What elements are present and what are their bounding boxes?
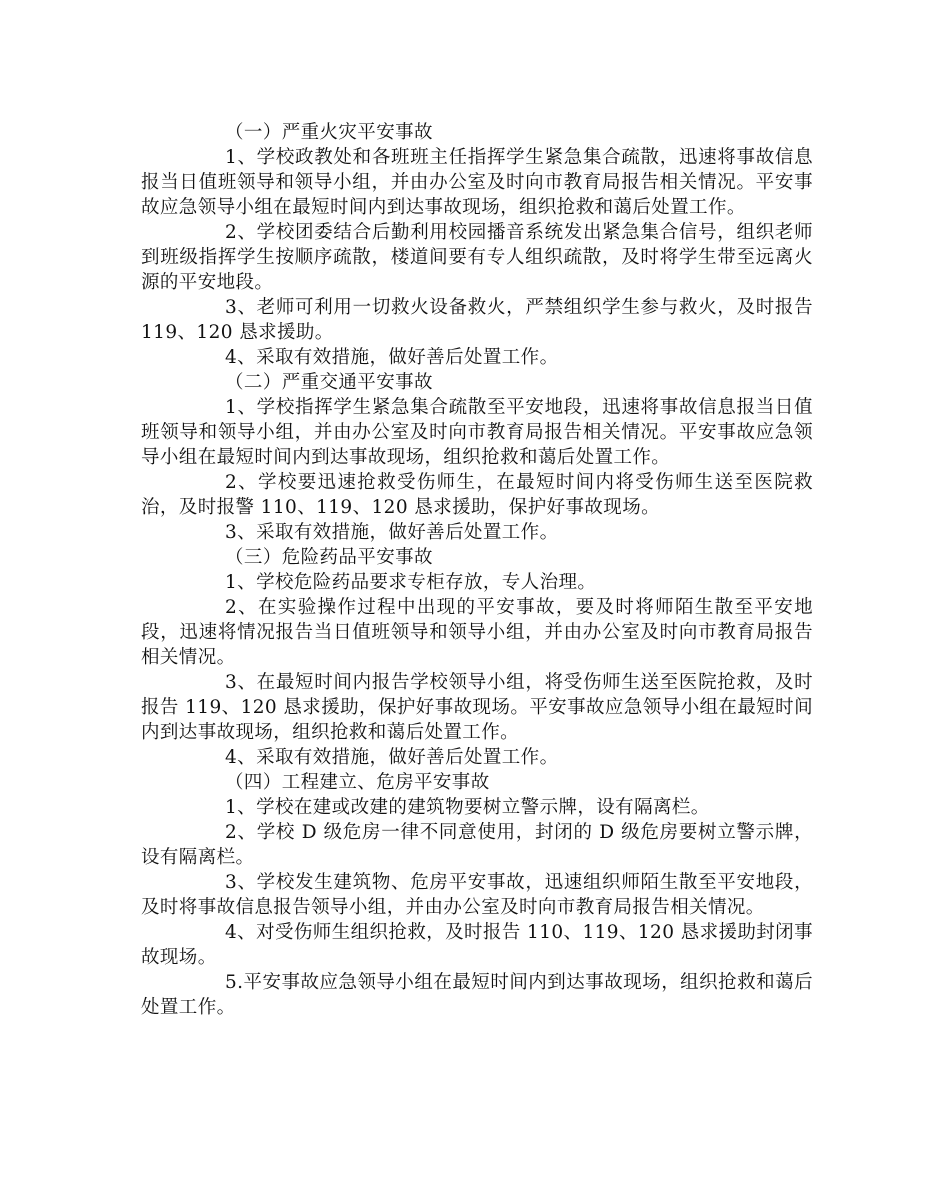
document-body <box>141 120 813 1020</box>
paragraph: 2、学校团委结合后勤利用校园播音系统发出紧急集合信号，组织老师到班级指挥学生按顺序疏散，楼道间要有专人组织疏散，及时将学生带至远离火源的平安地段。 <box>141 222 813 293</box>
paragraph: 4、对受伤师生组织抢救，及时报告 110、119、120 恳求援助封闭事故现场。 <box>141 922 813 968</box>
section-heading-construction: （四）工程建立、危房平安事故 <box>225 772 490 793</box>
paragraph: 3、在最短时间内报告学校领导小组，将受伤师生送至医院抢救，及时报告 119、120 恳求援助，保护好事故现场。平安事故应急领导小组在最短时间内到达事故现场，组织抢救和蔼后处置工作。 <box>141 672 813 743</box>
paragraph: 1、学校在建或改建的建筑物要树立警示牌，设有隔离栏。 <box>225 797 710 818</box>
paragraph: 3、学校发生建筑物、危房平安事故，迅速组织师陌生散至平安地段，及时将事故信息报告领导小组，并由办公室及时向市教育局报告相关情况。 <box>141 872 813 918</box>
paragraph: 1、学校政教处和各班班主任指挥学生紧急集合疏散，迅速将事故信息报当日值班领导和领导小组，并由办公室及时向市教育局报告相关情况。平安事故应急领导小组在最短时间内到达事故现场，组织抢救和蔼后处置工作。 <box>141 147 813 218</box>
paragraph: 2、在实验操作过程中出现的平安事故，要及时将师陌生散至平安地段，迅速将情况报告当日值班领导和领导小组，并由办公室及时向市教育局报告相关情况。 <box>141 597 813 668</box>
section-heading-chemicals: （三）危险药品平安事故 <box>225 547 433 568</box>
paragraph: 4、采取有效措施，做好善后处置工作。 <box>225 747 559 768</box>
paragraph: 3、老师可利用一切救火设备救火，严禁组织学生参与救火，及时报告 119、120 恳求援助。 <box>141 297 813 343</box>
paragraph: 4、采取有效措施，做好善后处置工作。 <box>225 347 559 368</box>
paragraph: 2、学校 D 级危房一律不同意使用，封闭的 D 级危房要树立警示牌，设有隔离栏。 <box>141 822 813 868</box>
paragraph: 5.平安事故应急领导小组在最短时间内到达事故现场，组织抢救和蔼后处置工作。 <box>141 972 813 1018</box>
paragraph: 3、采取有效措施，做好善后处置工作。 <box>225 522 559 543</box>
section-heading-fire: （一）严重火灾平安事故 <box>225 122 433 143</box>
paragraph: 1、学校危险药品要求专柜存放，专人治理。 <box>225 572 597 593</box>
paragraph: 2、学校要迅速抢救受伤师生，在最短时间内将受伤师生送至医院救治，及时报警 110、119、120 恳求援助，保护好事故现场。 <box>141 472 813 518</box>
paragraph: 1、学校指挥学生紧急集合疏散至平安地段，迅速将事故信息报当日值班领导和领导小组，并由办公室及时向市教育局报告相关情况。平安事故应急领导小组在最短时间内到达事故现场，组织抢救和蔼后处置工作。 <box>141 397 813 468</box>
section-heading-traffic: （二）严重交通平安事故 <box>225 372 433 393</box>
